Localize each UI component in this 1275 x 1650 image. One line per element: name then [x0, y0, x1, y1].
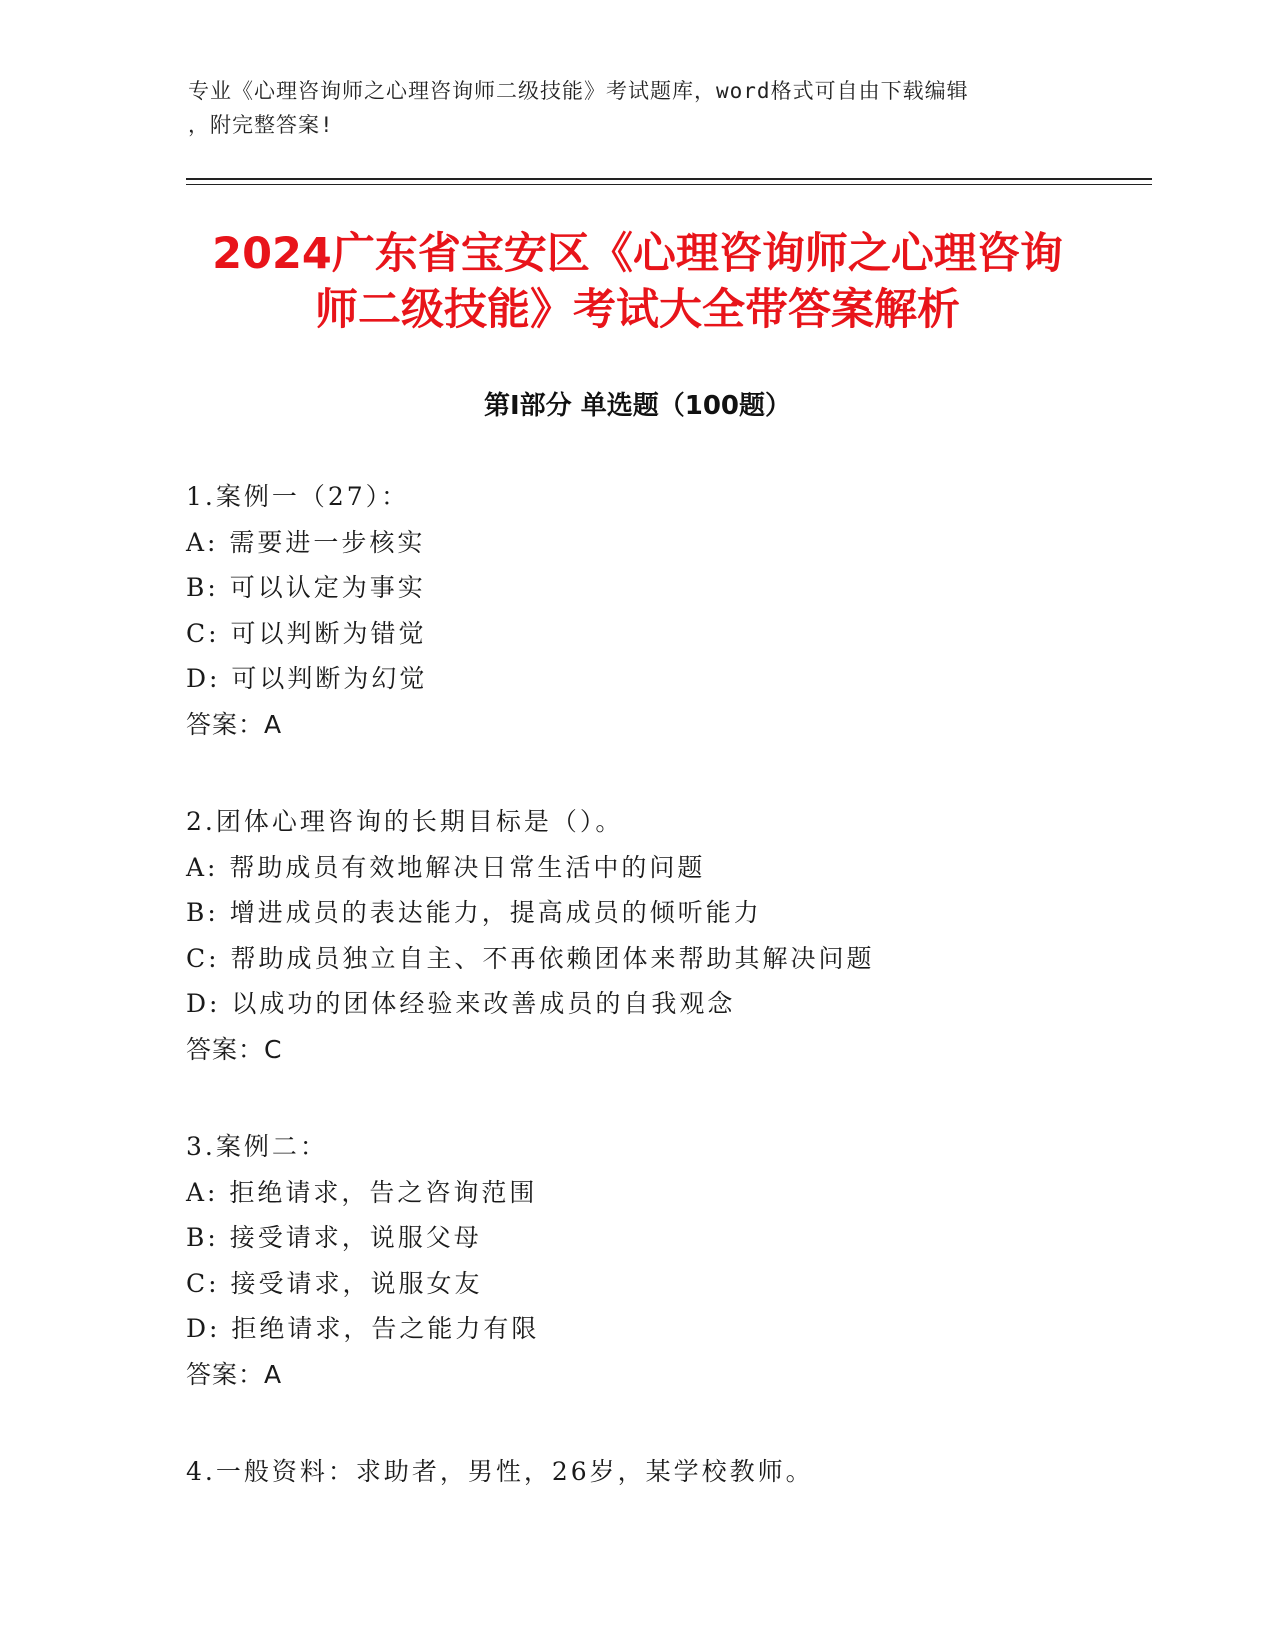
question-stem: 1.案例一（27）： [186, 482, 410, 511]
question-list [186, 474, 1146, 1547]
option-b: B: 增进成员的表达能力，提高成员的倾听能力 [186, 898, 762, 927]
option-b: B: 可以认定为事实 [186, 573, 426, 602]
question-2 [186, 799, 1146, 1072]
answer-label: 答案：A [186, 1359, 283, 1389]
question-stem: 2.团体心理咨询的长期目标是（）。 [186, 807, 624, 836]
question-1 [186, 474, 1146, 747]
header-note [188, 74, 1068, 142]
header-note-line-1: 专业《心理咨询师之心理咨询师二级技能》考试题库，word格式可自由下载编辑 [188, 79, 969, 103]
section-heading: 第I部分 单选题（100题） [484, 391, 791, 421]
option-a: A: 需要进一步核实 [186, 527, 426, 557]
question-stem: 3.案例二： [186, 1132, 328, 1161]
option-d: D: 以成功的团体经验来改善成员的自我观念 [186, 989, 736, 1018]
option-a: A: 拒绝请求，告之咨询范围 [186, 1177, 538, 1207]
document-title-line-2: 师二级技能》考试大全带答案解析 [315, 285, 960, 335]
question-4 [186, 1449, 1146, 1495]
option-c: C: 可以判断为错觉 [186, 618, 427, 648]
question-stem: 4.一般资料：求助者，男性，26岁，某学校教师。 [186, 1457, 814, 1486]
header-note-line-2: ，附完整答案! [188, 113, 334, 137]
option-d: D: 拒绝请求，告之能力有限 [186, 1314, 540, 1343]
header-divider-thin [186, 184, 1152, 185]
question-3 [186, 1124, 1146, 1397]
answer-label: 答案：C [186, 1034, 283, 1064]
option-c: C: 接受请求，说服女友 [186, 1268, 483, 1298]
document-title [150, 226, 1125, 338]
option-b: B: 接受请求，说服父母 [186, 1223, 482, 1252]
answer-label: 答案：A [186, 709, 283, 739]
option-a: A: 帮助成员有效地解决日常生活中的问题 [186, 852, 706, 882]
option-c: C: 帮助成员独立自主、不再依赖团体来帮助其解决问题 [186, 943, 875, 973]
document-title-line-1: 2024广东省宝安区《心理咨询师之心理咨询 [212, 229, 1063, 279]
header-divider-thick [186, 178, 1152, 180]
option-d: D: 可以判断为幻觉 [186, 664, 428, 693]
